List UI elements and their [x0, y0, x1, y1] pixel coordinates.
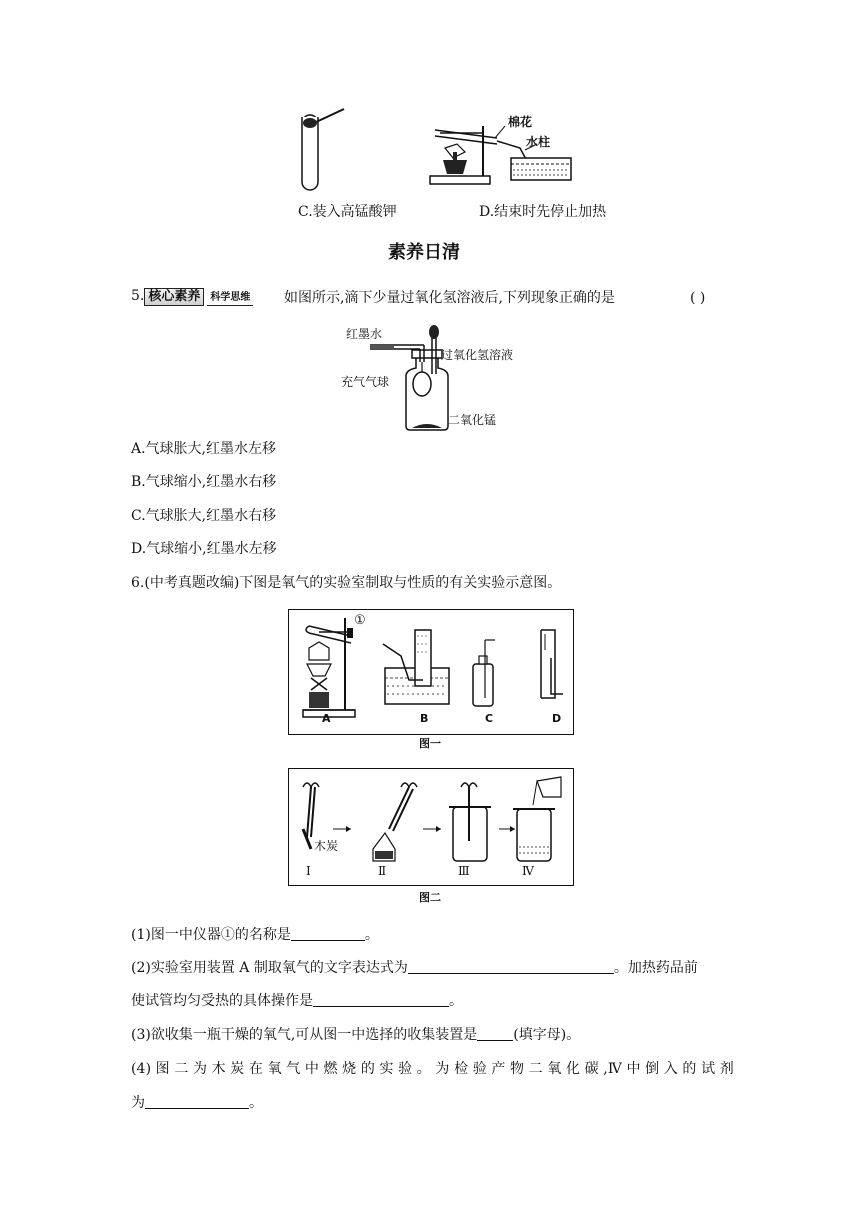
q6-sub1-blank[interactable] — [291, 926, 365, 941]
section-title: 素养日清 — [388, 242, 460, 263]
q6-sub4-line2 — [131, 1094, 263, 1112]
q6-sub2-blank-1[interactable] — [408, 959, 614, 974]
q5-option-c[interactable]: C.气球胀大,红墨水右移 — [131, 508, 277, 524]
q5-label-h2o2: 过氧化氢溶液 — [441, 348, 514, 362]
q5-answer-bracket: ( ) — [690, 290, 706, 306]
q5-badge-main: 核心素养 — [144, 288, 204, 306]
q6-fig1-letter-c: C — [485, 712, 494, 725]
q5-option-d[interactable]: D.气球缩小,红墨水左移 — [131, 541, 277, 557]
q6-sub4-line1: (4) 图 二 为 木 炭 在 氧 气 中 燃 烧 的 实 验 。 为 检 验 产 物 二 氧 化 碳 ,Ⅳ 中 倒 入 的 试 剂 — [131, 1061, 734, 1077]
q6-sub1 — [131, 926, 379, 944]
q6-sub2-line1 — [131, 959, 698, 977]
figure-c-test-tube — [290, 105, 350, 195]
q6-sub3-end: (填字母)。 — [513, 1027, 581, 1043]
q6-fig1-letter-a: A — [322, 712, 331, 725]
q5-number: 5. — [131, 288, 145, 304]
q6-sub2-end: 。 — [449, 993, 463, 1009]
q6-sub2-blank-2[interactable] — [313, 992, 449, 1007]
q6-fig2-step-3: Ⅲ — [458, 864, 470, 878]
q6-sub1-text: (1)图一中仪器①的名称是 — [131, 927, 291, 943]
q6-sub4-end: 。 — [249, 1095, 263, 1111]
figure-d-heating-apparatus — [425, 108, 585, 193]
q5-option-a[interactable]: A.气球胀大,红墨水左移 — [131, 441, 277, 457]
q6-fig2-charcoal-label: 木炭 — [314, 839, 339, 853]
q6-stem: 6.(中考真题改编)下图是氧气的实验室制取与性质的有关实验示意图。 — [131, 575, 562, 591]
caption-c: C.装入高锰酸钾 — [298, 204, 397, 220]
q6-sub3-blank[interactable] — [477, 1026, 513, 1041]
q5-option-b[interactable]: B.气球缩小,红墨水右移 — [131, 474, 277, 490]
q6-fig1-letter-b: B — [420, 712, 429, 725]
q6-fig1-caption: 图一 — [419, 737, 441, 750]
q6-fig2-caption: 图二 — [419, 891, 441, 904]
q6-sub4-text: 为 — [131, 1095, 145, 1111]
q6-fig1-letter-d: D — [552, 712, 562, 725]
q6-sub2-line2 — [131, 992, 463, 1010]
q6-sub4-blank[interactable] — [145, 1094, 249, 1109]
q6-fig2-step-2: Ⅱ — [378, 864, 387, 878]
q5-label-mno2: 二氧化锰 — [448, 413, 497, 427]
q5-stem: 如图所示,滴下少量过氧化氢溶液后,下列现象正确的是 — [284, 290, 615, 306]
caption-d: D.结束时先停止加热 — [479, 204, 607, 220]
q5-badge-sub: 科学思维 — [207, 291, 253, 306]
cotton-label: 棉花 — [508, 115, 533, 129]
q6-sub1-end: 。 — [364, 927, 379, 943]
water-column-label: 水柱 — [526, 135, 551, 149]
q6-sub2-text-b: 。加热药品前 — [613, 960, 698, 976]
q6-sub2-text-c: 使试管均匀受热的具体操作是 — [131, 993, 313, 1009]
q6-sub3-text: (3)欲收集一瓶干燥的氧气,可从图一中选择的收集装置是 — [131, 1027, 478, 1043]
q5-stem-line — [131, 287, 253, 306]
q6-fig1-marker: ① — [354, 613, 366, 628]
q6-sub3 — [131, 1026, 580, 1044]
q6-sub2-text: (2)实验室用装置 A 制取氧气的文字表达式为 — [131, 960, 408, 976]
q5-label-red-ink: 红墨水 — [346, 327, 383, 341]
q5-label-balloon: 充气气球 — [341, 375, 390, 389]
q6-fig2-step-4: Ⅳ — [522, 864, 534, 878]
q6-fig2-step-1: Ⅰ — [306, 864, 311, 878]
